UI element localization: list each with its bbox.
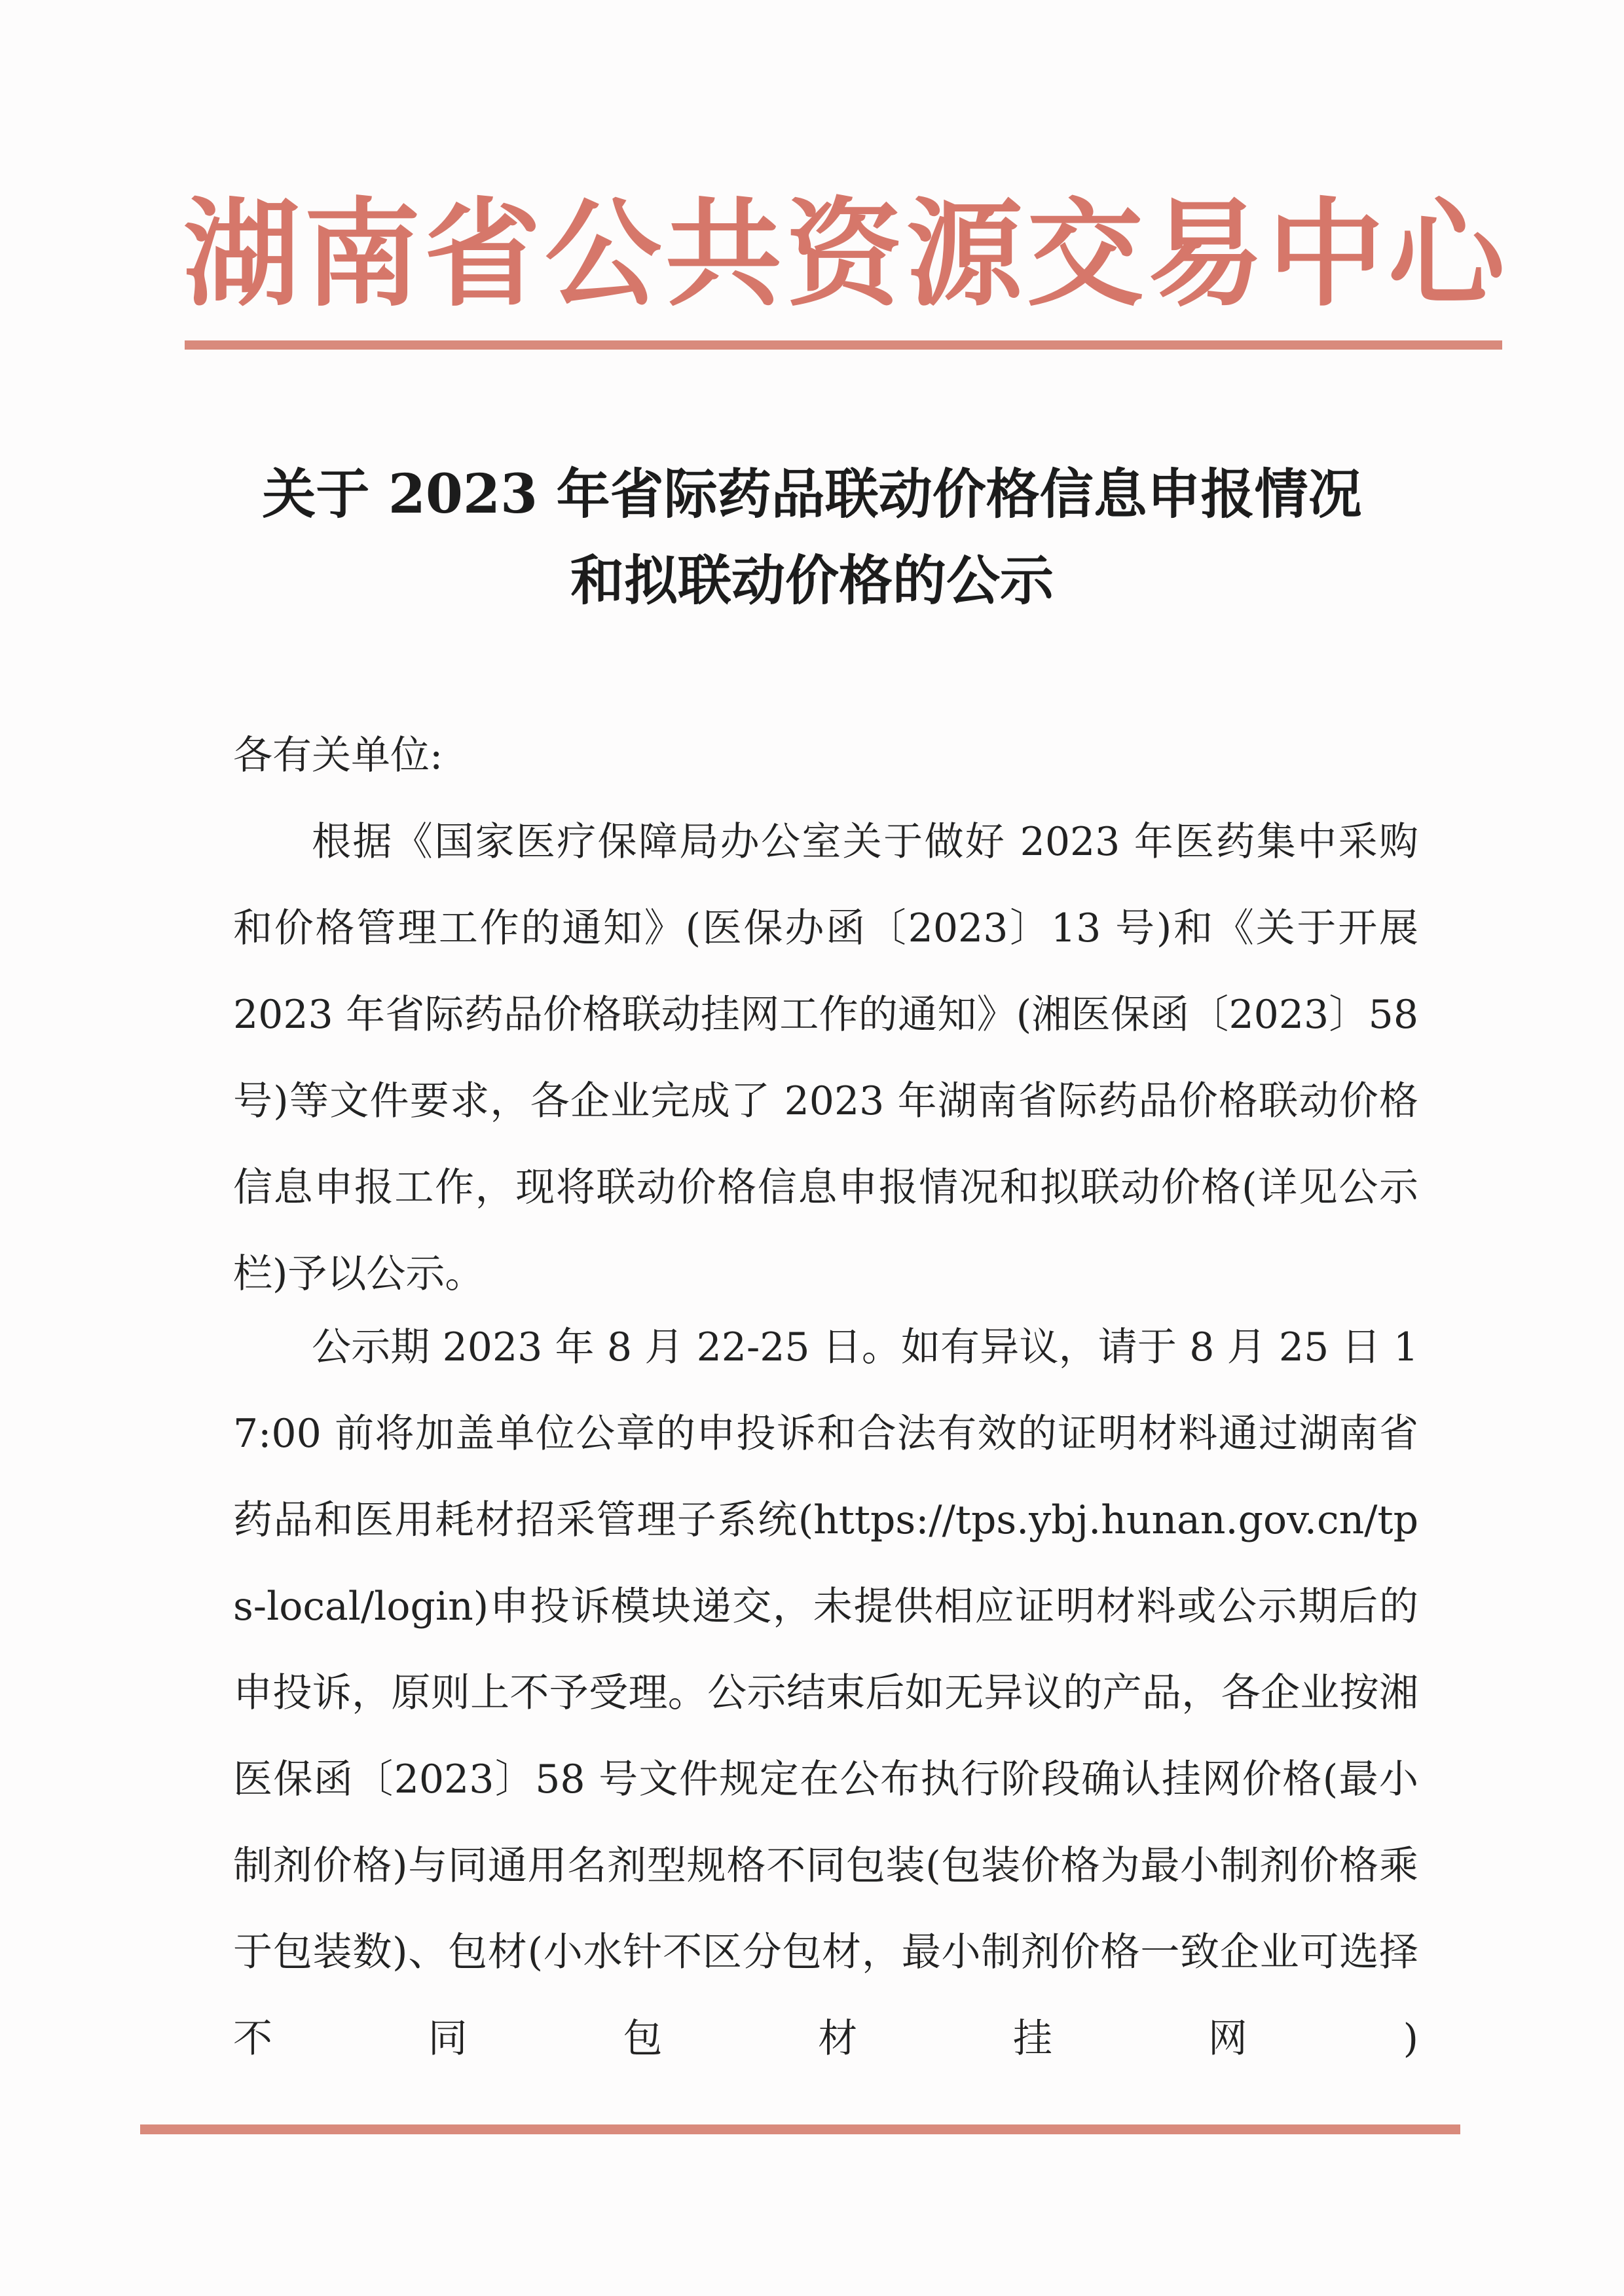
masthead-divider [185,340,1502,350]
masthead-organization: 湖南省公共资源交易中心 [183,185,1509,322]
document-title-line-1: 关于 2023 年省际药品联动价格信息申报情况 [262,463,1362,526]
footer-divider [140,2124,1460,2134]
salutation: 各有关单位: [233,733,443,778]
body-paragraph-1: 根据《国家医疗保障局办公室关于做好 2023 年医药集中采购和价格管理工作的通知》(医保办函〔2023〕13 号)和《关于开展 2023 年省际药品价格联动挂网工作的通知》(湘医保函〔2023〕58 号)等文件要求，各企业完成了 2023 年湖南省际药品价格联动价格信息申报工作，现将联动价格信息申报情况和拟联动价格(详见公示栏)予以公示。 [233,819,1418,1297]
document-title-line-2: 和拟联动价格的公示 [570,549,1054,612]
body-paragraph-2: 公示期 2023 年 8 月 22-25 日。如有异议，请于 8 月 25 日 17:00 前将加盖单位公章的申投诉和合法有效的证明材料通过湖南省药品和医用耗材招采管理子系统(https://tps.ybj.hunan.gov.cn/tps-local/login)申投诉模块递交，未提供相应证明材料或公示期后的申投诉，原则上不予受理。公示结束后如无异议的产品，各企业按湘医保函〔2023〕58 号文件规定在公布执行阶段确认挂网价格(最小制剂价格)与同通用名剂型规格不同包装(包装价格为最小制剂价格乘于包装数)、包材(小水针不区分包材，最小制剂价格一致企业可选择不同包材挂网) [233,1324,1418,2062]
